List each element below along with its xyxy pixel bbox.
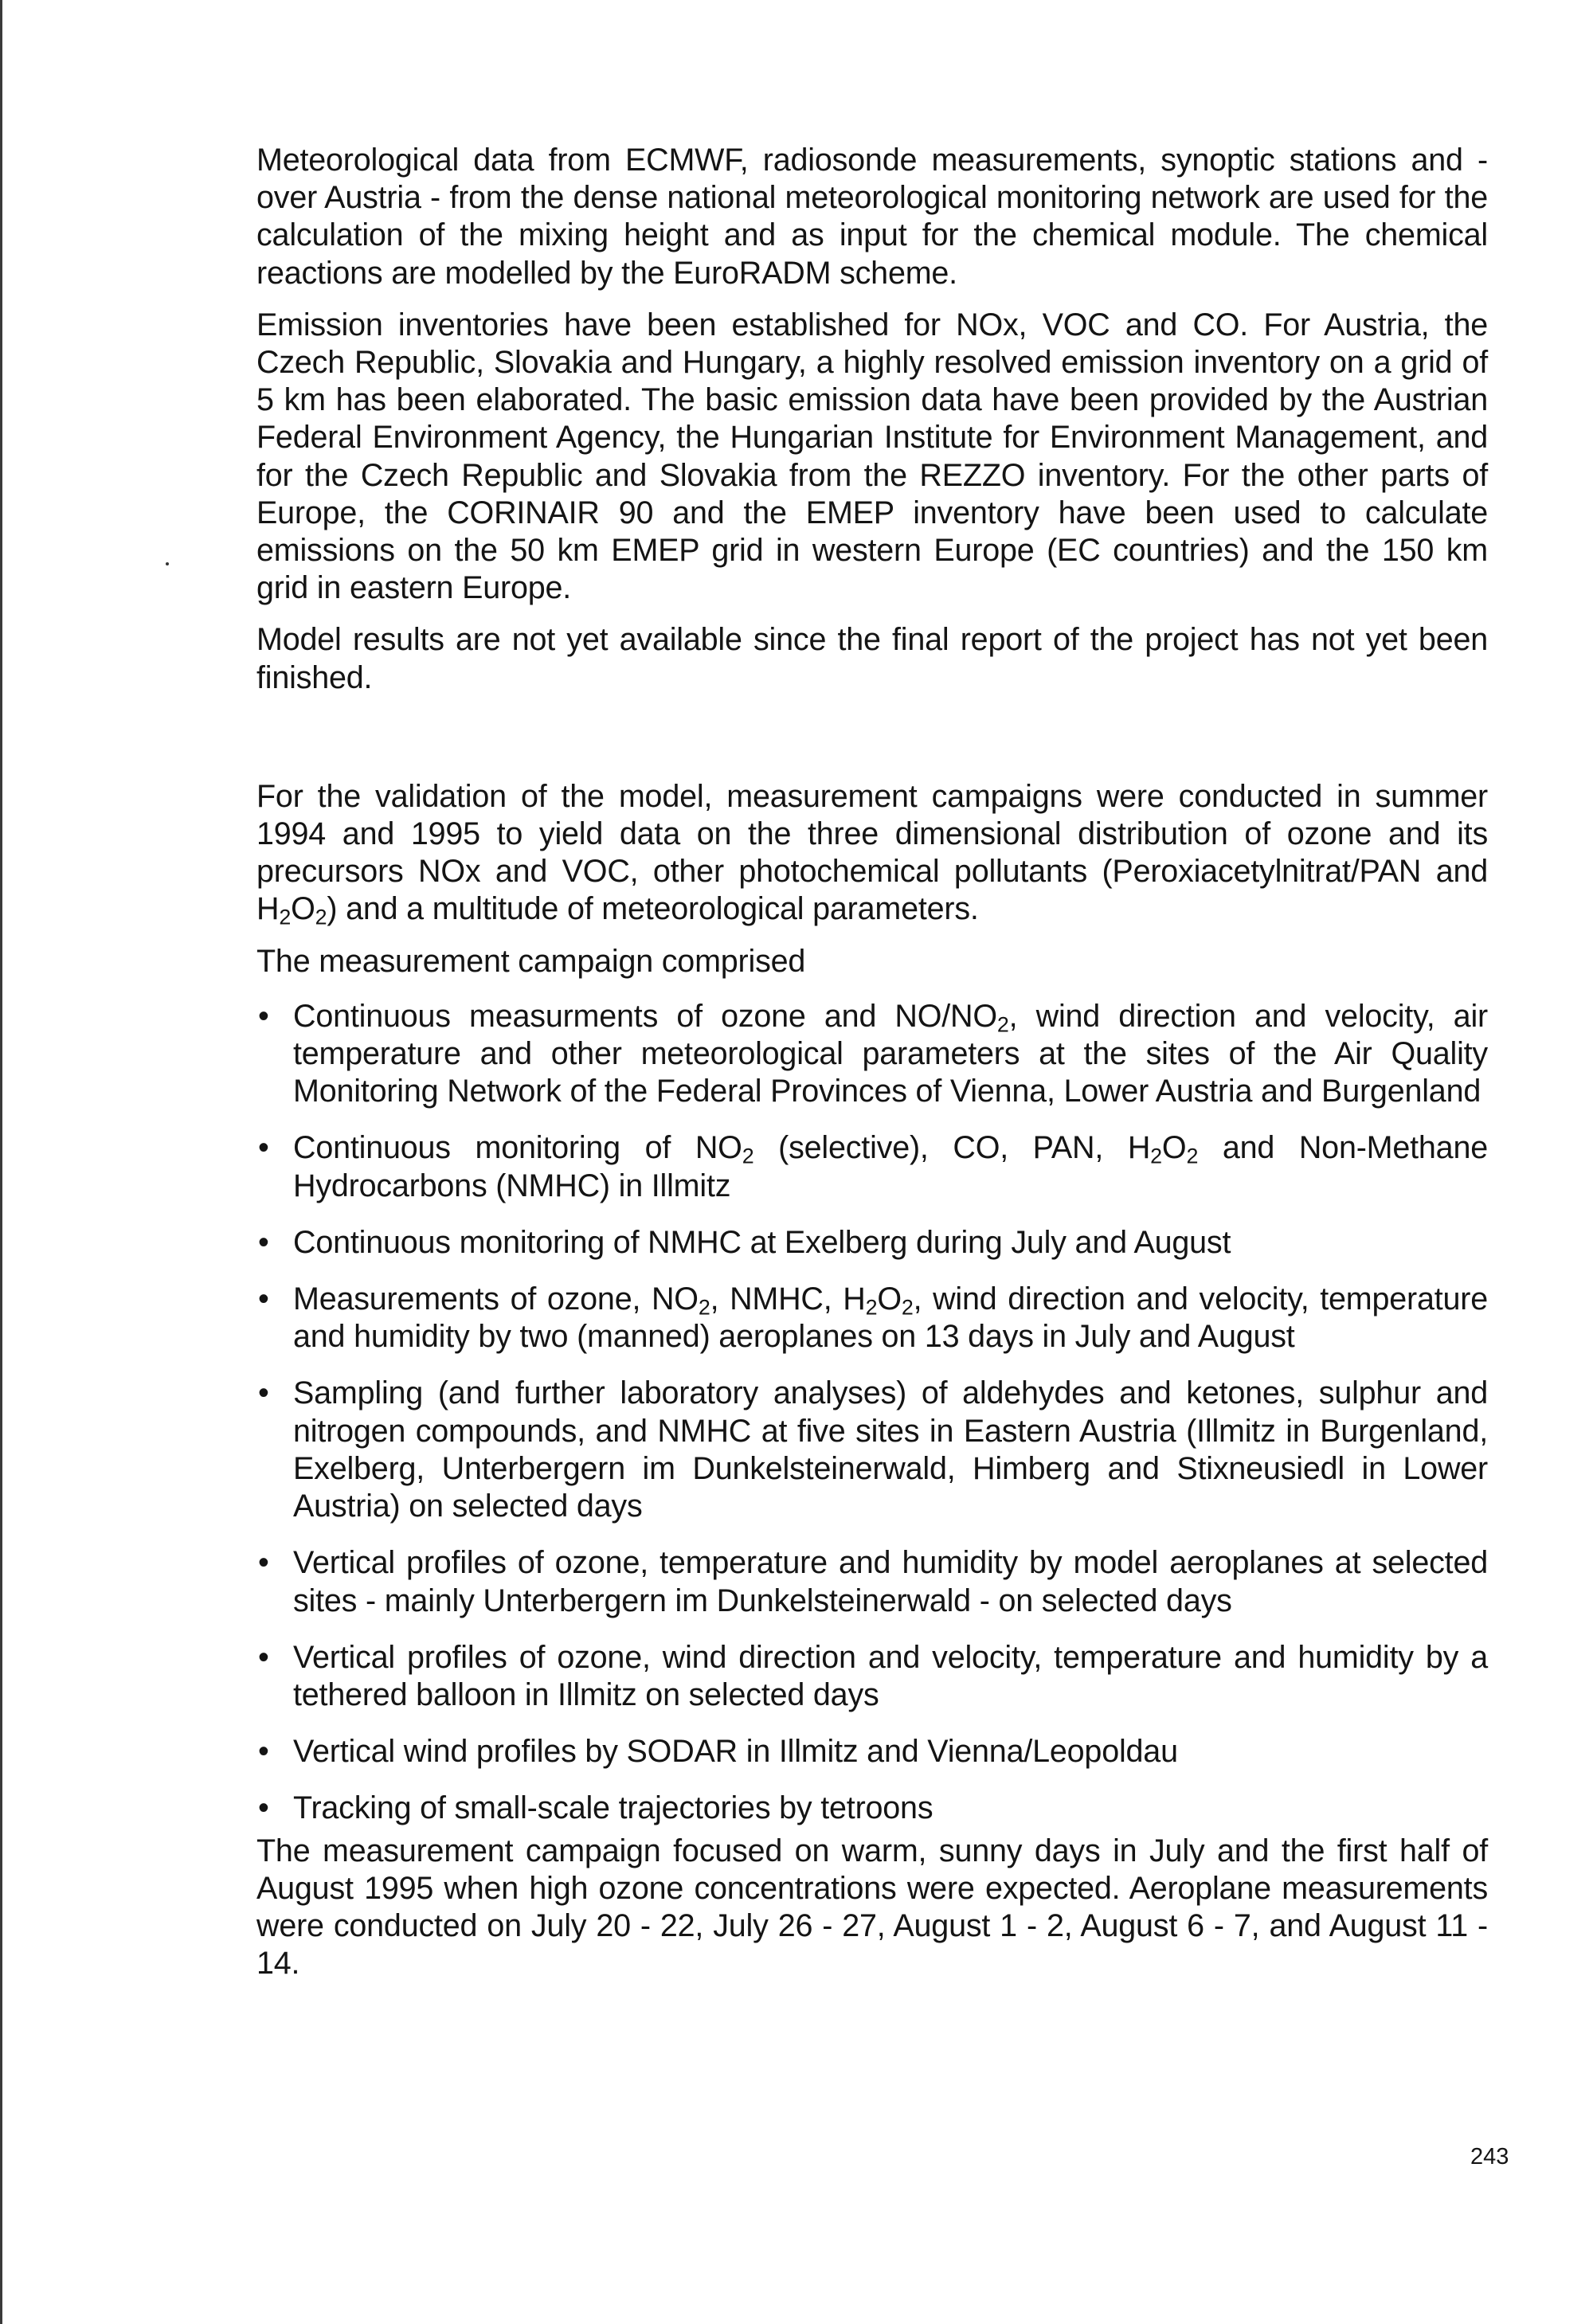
- list-item-text: (selective), CO, PAN, H: [753, 1130, 1151, 1166]
- validation-text-c: ) and a multitude of meteorological parameters.: [327, 891, 979, 927]
- subscript: 2: [1150, 1144, 1162, 1169]
- list-item-text: Vertical profiles of ozone, temperature and humidity by model aeroplanes at selected sites - mainly Unterbergern im Dunkelsteinerwald - on selected days: [293, 1545, 1488, 1618]
- subscript: 2: [1186, 1144, 1199, 1169]
- subscript: 2: [901, 1295, 914, 1320]
- list-item: [256, 1544, 1488, 1619]
- list-item: [256, 1281, 1488, 1356]
- bullet-icon: •: [258, 1130, 269, 1166]
- document-page: [256, 142, 1488, 1982]
- list-item-text: , wind direction and velocity, temperature and humidity by two (manned) aeroplanes on 13 days in July and August: [293, 1281, 1488, 1355]
- validation-text-b: O: [291, 891, 315, 927]
- scan-speck: [166, 562, 169, 565]
- validation-text-a: For the validation of the model, measurement campaigns were conducted in summer 1994 and 1995 to yield data on the three dimensional distribution of ozone and its precursors NOx and VOC, other photochemical pollutants (Peroxiacetylnitrat/PAN and H: [256, 778, 1488, 927]
- list-item-text: Sampling (and further laboratory analyses) of aldehydes and ketones, sulphur and nitrogen compounds, and NMHC at five sites in Eastern Austria (Illmitz in Burgenland, Exelberg, Unterbergern im Dunkelsteinerwald, Himberg and Stixneusiedl in Lower Austria) on selected days: [293, 1375, 1488, 1524]
- paragraph-meteorological-data: Meteorological data from ECMWF, radiosonde measurements, synoptic stations and - over Austria - from the dense national meteorological monitoring network are used for the calculation of the mixing height and as input for the chemical module. The chemical reactions are modelled by the EuroRADM scheme.: [256, 143, 1488, 291]
- list-item-text: O: [877, 1281, 902, 1317]
- list-item-text: Continuous monitoring of NMHC at Exelberg during July and August: [293, 1224, 1231, 1260]
- bullet-icon: •: [258, 1545, 269, 1581]
- bullet-icon: •: [258, 1790, 269, 1826]
- scan-edge: [0, 0, 2, 2324]
- list-item: [256, 1790, 1488, 1827]
- list-item: [256, 1733, 1488, 1770]
- subscript: 2: [315, 906, 327, 930]
- list-item: [256, 998, 1488, 1111]
- page-number: 243: [1470, 2144, 1509, 2169]
- subscript: 2: [996, 1012, 1009, 1037]
- bullet-icon: •: [258, 998, 269, 1034]
- subscript: 2: [279, 906, 292, 930]
- list-item: [256, 1224, 1488, 1262]
- list-intro: The measurement campaign comprised: [256, 943, 806, 979]
- subscript: 2: [865, 1295, 878, 1320]
- bullet-icon: •: [258, 1375, 269, 1411]
- list-item-text: Continuous measurments of ozone and NO/NO: [293, 998, 997, 1034]
- list-item-text: Measurements of ozone, NO: [293, 1281, 699, 1317]
- list-item: [256, 1375, 1488, 1525]
- list-item-text: Continuous monitoring of NO: [293, 1130, 742, 1166]
- list-item-text: , wind direction and velocity, air temperature and other meteorological parameters at the sites of the Air Quality Monitoring Network of the Federal Provinces of Vienna, Lower Austria and Burgenland: [293, 998, 1488, 1109]
- list-item-text: Vertical wind profiles by SODAR in Illmitz and Vienna/Leopoldau: [293, 1734, 1178, 1770]
- bullet-icon: •: [258, 1224, 269, 1260]
- bullet-icon: •: [258, 1734, 269, 1770]
- subscript: 2: [742, 1144, 754, 1169]
- paragraph-emission-inventories: Emission inventories have been established for NOx, VOC and CO. For Austria, the Czech Republic, Slovakia and Hungary, a highly resolved emission inventory on a grid of 5 km has been elaborated. The basic emission data have been provided by the Austrian Federal Environment Agency, the Hungarian Institute for Environment Management, and for the Czech Republic and Slovakia from the REZZO inventory. For the other parts of Europe, the CORINAIR 90 and the EMEP inventory have been used to calculate emissions on the 50 km EMEP grid in western Europe (EC countries) and the 150 km grid in eastern Europe.: [256, 307, 1488, 606]
- bullet-icon: •: [258, 1639, 269, 1675]
- list-item-text: Tracking of small-scale trajectories by tetroons: [293, 1790, 933, 1826]
- paragraph-validation: [256, 778, 1488, 929]
- list-item-text: , NMHC, H: [710, 1281, 866, 1317]
- list-item: [256, 1639, 1488, 1714]
- list-item-text: Vertical profiles of ozone, wind direction and velocity, temperature and humidity by a tethered balloon in Illmitz on selected days: [293, 1639, 1488, 1712]
- list-item-text: O: [1161, 1130, 1187, 1166]
- paragraph-model-results: Model results are not yet available since the final report of the project has not yet been finished.: [256, 622, 1488, 695]
- paragraph-closing: The measurement campaign focused on warm, sunny days in July and the first half of August 1995 when high ozone concentrations were expected. Aeroplane measurements were conducted on July 20 - 22, July 26 - 27, August 1 - 2, August 6 - 7, and August 11 - 14.: [256, 1833, 1488, 1982]
- bullet-icon: •: [258, 1281, 269, 1317]
- measurement-campaign-list: [256, 998, 1488, 1828]
- subscript: 2: [698, 1295, 710, 1320]
- list-item-text: and Non-Methane Hydrocarbons (NMHC) in Illmitz: [293, 1130, 1488, 1203]
- list-item: [256, 1129, 1488, 1204]
